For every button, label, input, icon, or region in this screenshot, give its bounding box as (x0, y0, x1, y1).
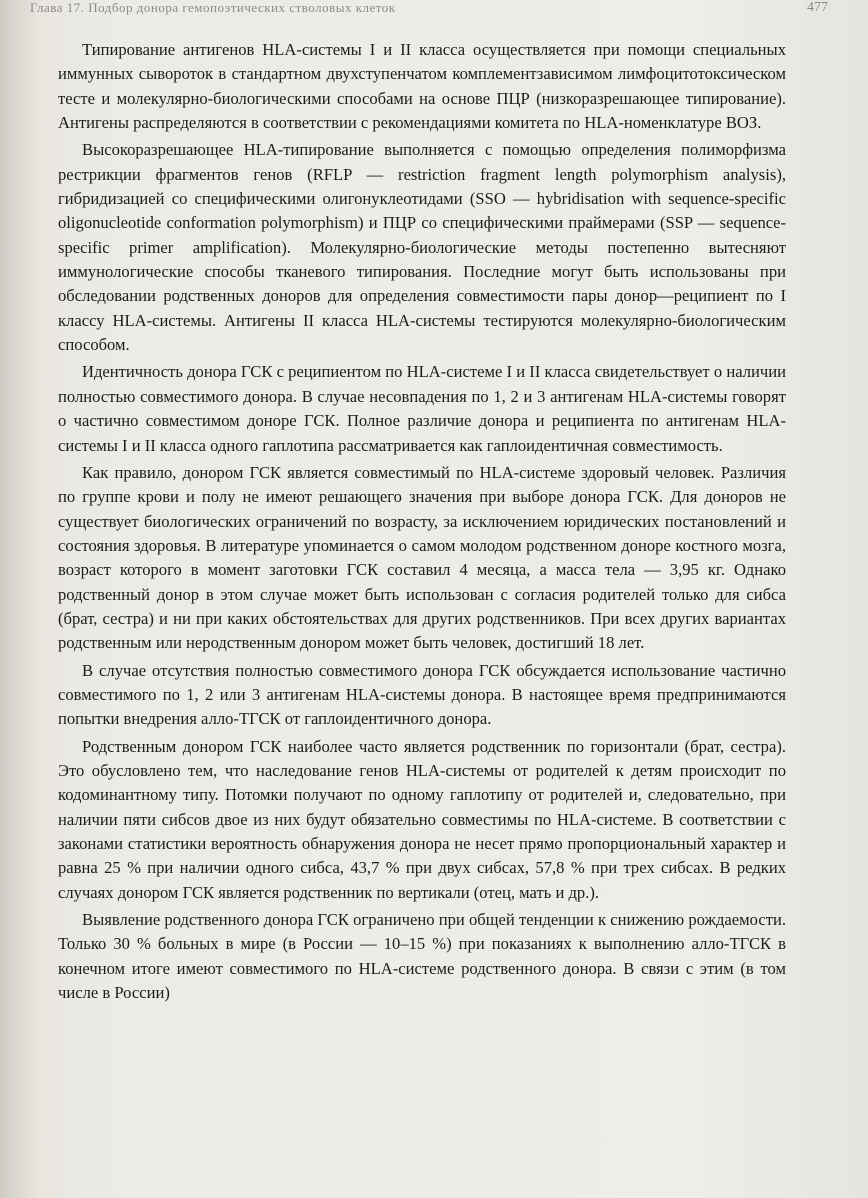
paragraph: Типирование антигенов HLA-системы I и II класса осуществляется при помощи специальных иммунных сывороток в стандартном двухступенчатом комплементзависимом лимфоцитотоксическом тесте и молекулярно-биологическими способами на основе ПЦР (низкоразрешающее типирование). Антигены распределяются в соответствии с рекомендациями комитета по HLA-номенклатуре ВОЗ. (58, 40, 786, 133)
paragraph: Как правило, донором ГСК является совместимый по HLA-системе здоровый человек. Различия по группе крови и полу не имеют решающего значения при выборе донора ГСК. Для доноров не существует биологических ограничений по возрасту, за исключением юридических постановлений и состояния здоровья. В литературе упоминается о самом молодом родственном доноре костного мозга, возраст которого в момент заготовки ГСК составил 4 месяца, а масса тела — 3,95 кг. Однако родственный донор в этом случае может быть использован с согласия родителей только для сибса (брат, сестра) и ни при каких обстоятельствах для других родственников. При всех других вариантах родственным или неродственным донором может быть человек, достигший 18 лет. (58, 462, 786, 653)
paragraph: Высокоразрешающее HLA-типирование выполняется с помощью определения полиморфизма рестрикции фрагментов генов (RFLP — restriction fragment length polymorphism analysis), гибридизацией со специфическими олигонуклеотидами (SSO — hybridisation with sequence-specific oligonucleotide conformation polymorphism) и ПЦР со специфическими праймерами (SSP — sequence-specific primer amplification). Молекулярно-биологические методы постепенно вытесняют иммунологические способы тканевого типирования. Последние могут быть использованы при обследовании родственных доноров для определения совместимости пары донор—реципиент по I классу HLA-системы. Антигены II класса HLA-системы тестируются молекулярно-биологическим способом. (58, 140, 786, 355)
paragraph: Идентичность донора ГСК с реципиентом по HLA-системе I и II класса свидетельствует о наличии полностью совместимого донора. В случае несовпадения по 1, 2 и 3 антигенам HLA-системы говорят о частично совместимом доноре ГСК. Полное различие донора и реципиента по антигенам HLA-системы I и II класса одного гаплотипа рассматривается как гаплоидентичная совместимость. (58, 362, 786, 455)
paragraph: В случае отсутствия полностью совместимого донора ГСК обсуждается использование частично совместимого по 1, 2 или 3 антигенам HLA-системы донора. В настоящее время предпринимаются попытки внедрения алло-ТГСК от гаплоидентичного донора. (58, 660, 786, 729)
page-header (0, 0, 868, 22)
paragraph: Выявление родственного донора ГСК ограничено при общей тенденции к снижению рождаемости. Только 30 % больных в мире (в России — 10–15 %) при показаниях к выполнению алло-ТГСК в конечном итоге имеют совместимого по HLA-системе родственного донора. В связи с этим (в том числе в России) (58, 910, 786, 1003)
page-number: 477 (807, 0, 828, 15)
paragraph: Родственным донором ГСК наиболее часто является родственник по горизонтали (брат, сестра). Это обусловлено тем, что наследование генов HLA-системы от родителей к детям происходит по кодоминантному типу. Потомки получают по одному гаплотипу от родителей и, следовательно, при наличии пяти сибсов двое из них будут обязательно совместимы по HLA-системе. В соответствии с законами статистики вероятность обнаружения донора не несет прямо пропорциональный характер и равна 25 % при наличии одного сибса, 43,7 % при двух сибсах, 57,8 % при трех сибсах. В редких случаях донором ГСК является родственник по вертикали (отец, мать и др.). (58, 736, 786, 902)
running-title: Глава 17. Подбор донора гемопоэтических стволовых клеток (30, 0, 396, 15)
body-text (58, 38, 786, 1008)
